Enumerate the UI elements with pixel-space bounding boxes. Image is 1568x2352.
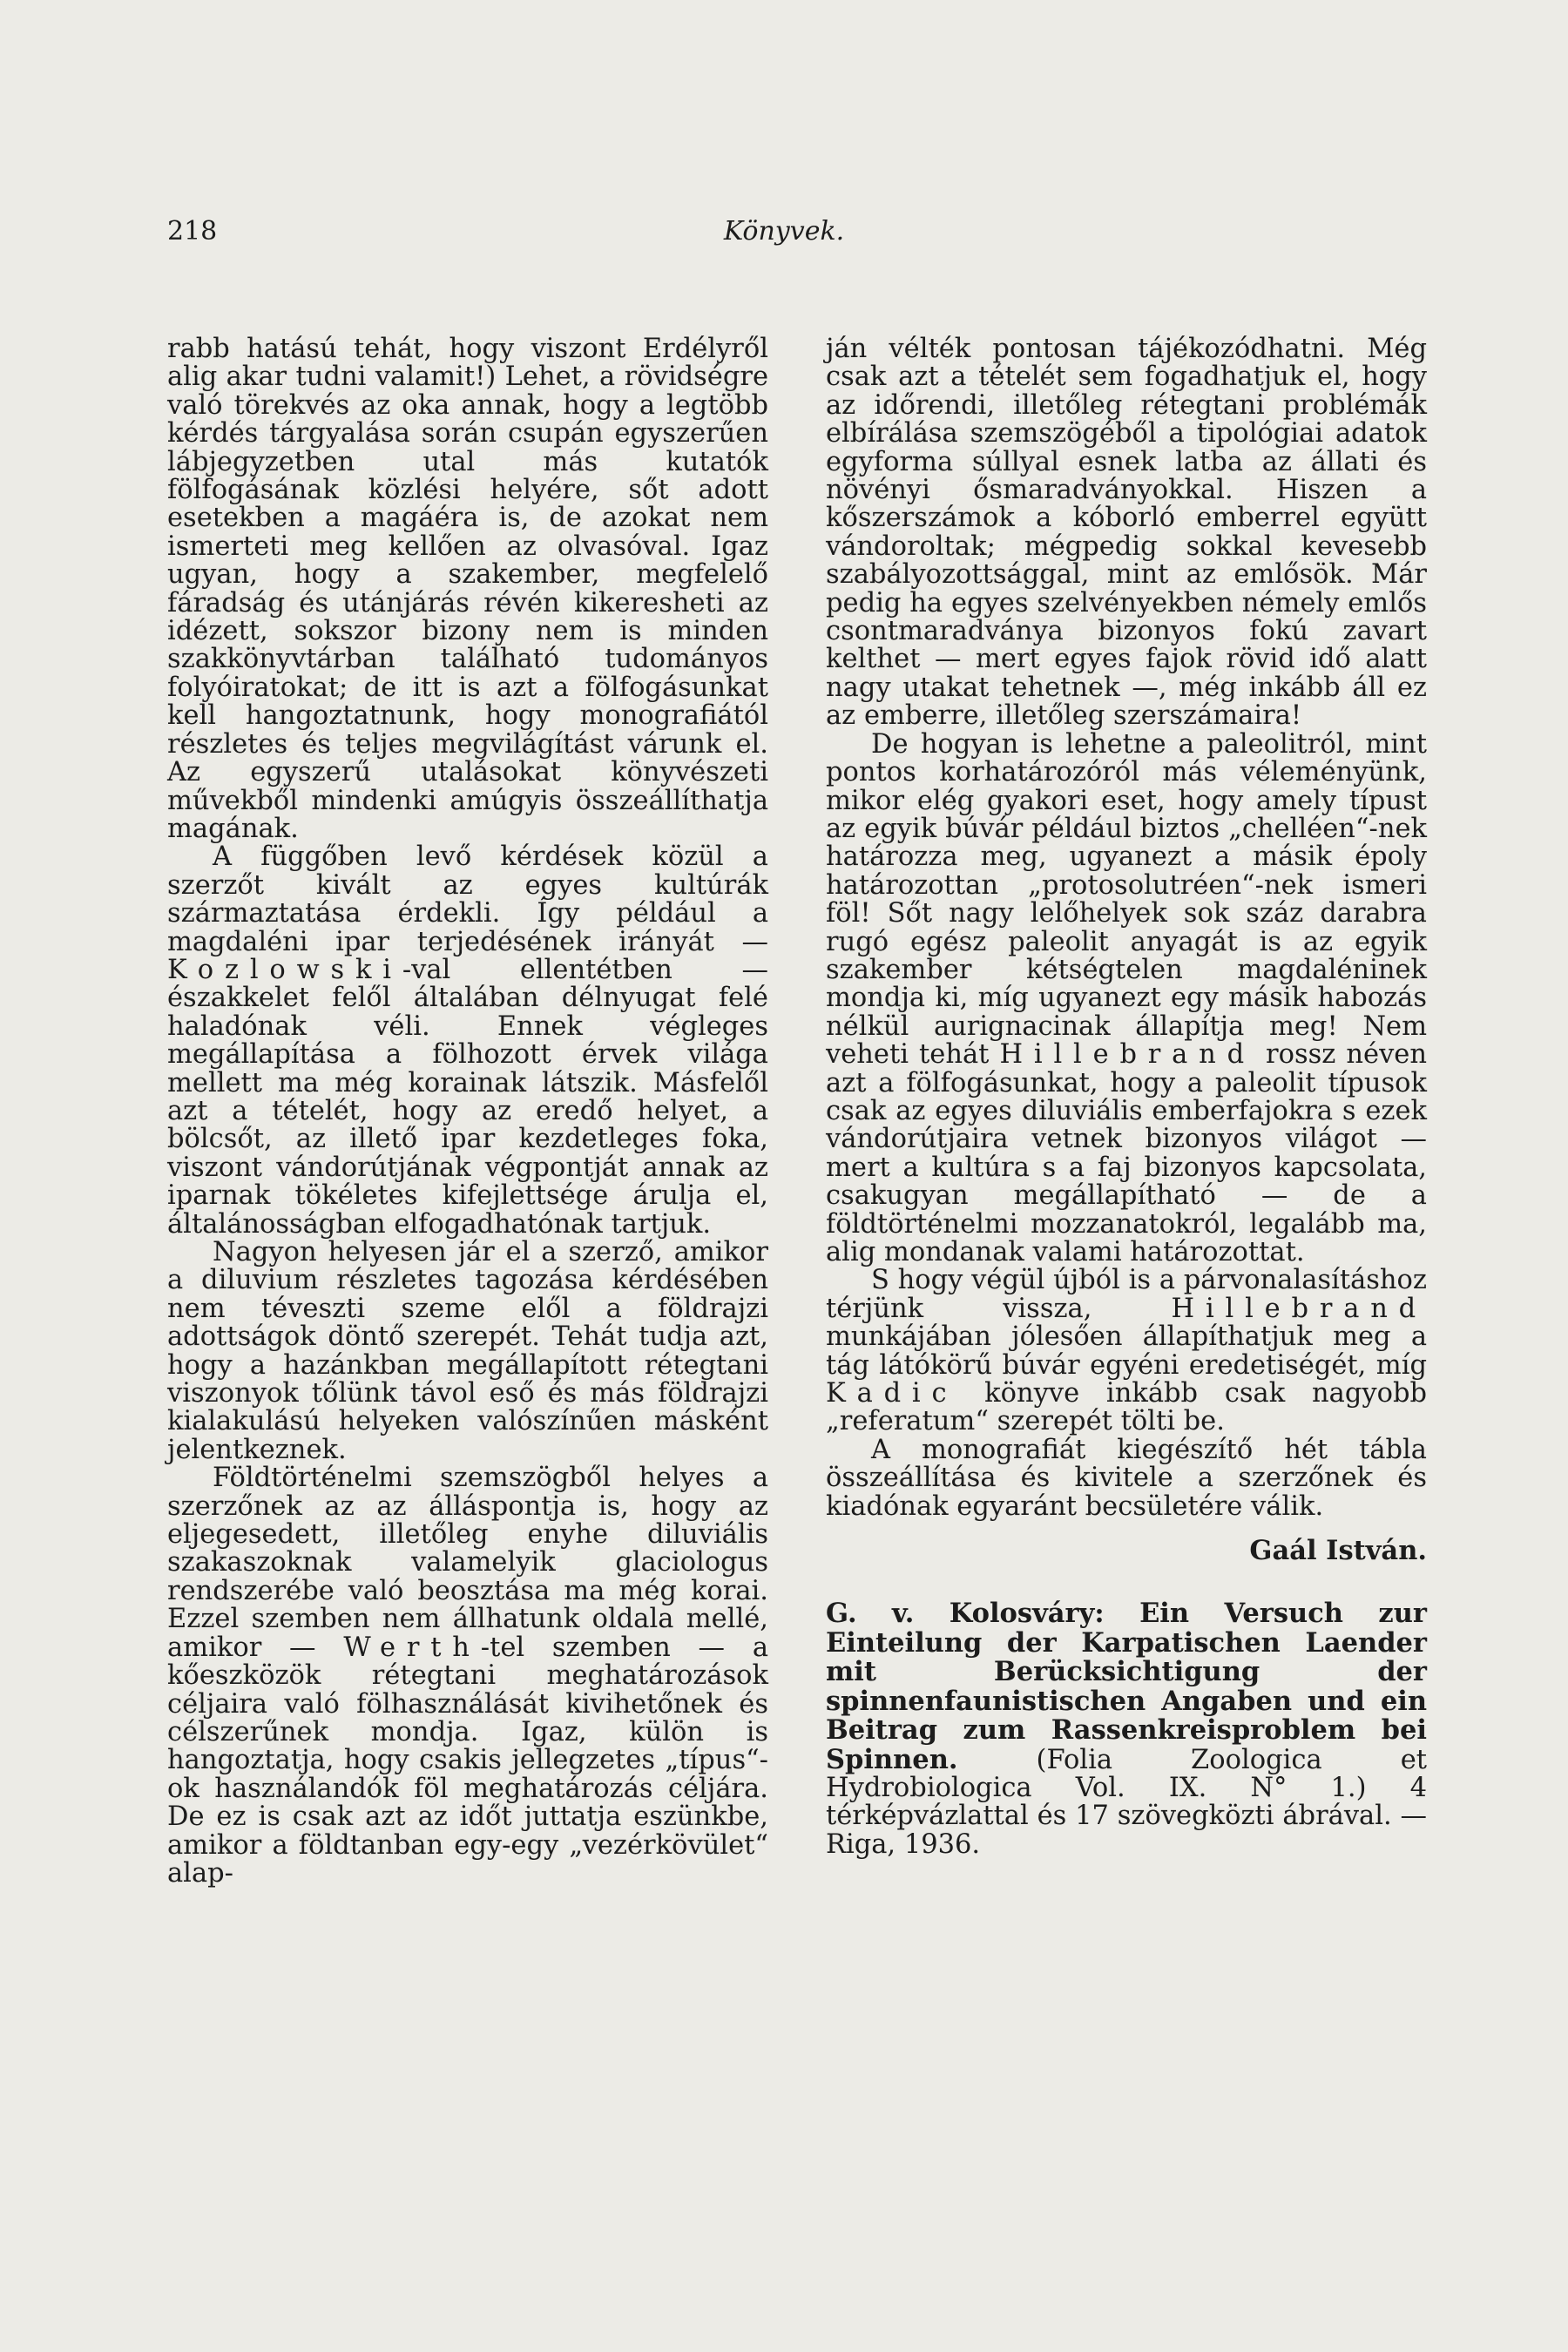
paragraph: De hogyan is lehetne a paleolitról, mint pontos korhatározóról más véleményünk, mikor elég gyakori eset, hogy amely típust az egyik búvár például biztos „chelléen“-nek határozza meg, ugyanezt a másik époly határozottan „protosolutréen“-nek ismeri föl! Sőt nagy lelőhelyek sok száz darabra rugó egész paleolit anyagát is az egyik szakember kétségtelen magdaléninek mondja ki, míg ugyanezt egy másik habozás nélkül aurignacinak állapítja meg! Nem veheti tehát Hillebrand rossz néven azt a fölfogásunkat, hogy a paleolit típusok csak az egyes diluviális emberfajokra s ezek vándorútjaira vetnek bizonyos világot — mert a kultúra s a faj bizonyos kapcsolata, csakugyan megállapítható — de a földtörténelmi mozzanatokról, legalább ma, alig mondanak valami határozottat.: [826, 728, 1427, 1267]
review-entry: [826, 1599, 1427, 1859]
review-details: (Folia Zoologica et Hydrobiologica Vol. IX. N° 1.) 4 térképvázlattal és 17 szövegközti ábrával. — Riga, 1936.: [826, 1744, 1427, 1860]
review-signature: Gaál István.: [1249, 1535, 1427, 1567]
author-name: Werth: [343, 1632, 481, 1663]
paragraph: ján vélték pontosan tájékozódhatni. Még csak azt a tételét sem fogadhatjuk el, hogy az időrendi, illetőleg rétegtani problémák elbírálása szemszögéből a tipológiai adatok egyforma súllyal esnek latba az állati és növényi ősmaradványokkal. Hiszen a kőszerszámok a kóborló emberrel együtt vándoroltak; mégpedig sokkal kevesebb szabályozottsággal, mint az emlősök. Már pedig ha egyes szelvényekben némely emlős csontmaradványa bizonyos fokú zavart kelthet — mert egyes fajok rövid idő alatt nagy utakat tehetnek —, még inkább áll ez az emberre, illetőleg szerszámaira!: [826, 334, 1427, 732]
page-number: 218: [167, 216, 218, 247]
paragraph: Nagyon helyesen jár el a szerző, amikor a diluvium részletes tagozása kérdésében nem téveszti szeme elől a földrajzi adottságok döntő szerepét. Tehát tudja azt, hogy a hazánkban megállapított rétegtani viszonyok tőlünk távol eső és más földrajzi kialakulású helyeken valószínűen másként jelentkeznek.: [167, 1237, 768, 1465]
right-column: [826, 335, 1427, 1859]
paragraph: rabb hatású tehát, hogy viszont Erdélyről alig akar tudni valamit!) Lehet, a rövidségre való törekvés az oka annak, hogy a legtöbb kérdés tárgyalása során csupán egyszerűen lábjegyzetben utal más kutatók fölfogásának közlési helyére, sőt adott esetekben a magáéra is, de azokat nem ismerteti meg kellően az olvasóval. Igaz ugyan, hogy a szakember, megfelelő fáradság és utánjárás révén kikeresheti az idézett, sokszor bizony nem is minden szakkönyvtárban található tudományos folyóiratokat; de itt is azt a fölfogásunkat kell hangoztatnunk, hogy monografiától részletes és teljes megvilágítást várunk el. Az egyszerű utalásokat könyvészeti művekből mindenki amúgyis összeállíthatja magának.: [167, 334, 768, 844]
paragraph: S hogy végül újból is a párvonalasításhoz térjünk vissza, Hillebrand munkájában jólesően állapíthatjuk meg a tág látókörű búvár egyéni eredetiségét, míg Kadic könyve inkább csak nagyobb „referatum“ szerepét tölti be.: [826, 1265, 1427, 1437]
author-name: Kozlowski: [167, 954, 402, 985]
left-column: [167, 335, 768, 1888]
paragraph: Földtörténelmi szemszögből helyes a szerzőnek az az álláspontja is, hogy az eljegesedett, illetőleg enyhe diluviális szakaszoknak valamelyik glaciologus rendszerébe való beosztása ma még korai. Ezzel szemben nem állhatunk oldala mellé, amikor — Werth-tel szemben — a kőeszközök rétegtani meghatározások céljaira való fölhasználását kivihetőnek és célszerűnek mondja. Igaz, külön is hangoztatja, hogy csakis jellegzetes „típus“-ok használandók föl meghatározás céljára. De ez is csak azt az időt juttatja eszünkbe, amikor a földtanban egy-egy „vezérkövület“ alap-: [167, 1463, 768, 1889]
paragraph: A monografiát kiegészítő hét tábla összeállítása és kivitele a szerzőnek és kiadónak egyaránt becsületére válik.: [826, 1434, 1427, 1522]
review-title: G. v. Kolosváry: Ein Versuch zur Einteilung der Karpatischen Laender mit Berücksichtigung der spinnenfaunistischen Angaben und ein Beitrag zum Rassenkreisproblem bei Spinnen.: [826, 1598, 1427, 1775]
author-name: Kadic: [826, 1378, 958, 1409]
paragraph: A függőben levő kérdések közül a szerzőt kivált az egyes kultúrák származtatása érdekli. Így például a magdaléni ipar terjedésének irányát — Kozlowski-val ellentétben — északkelet felől általában délnyugat felé haladónak véli. Ennek végleges megállapítása a fölhozott érvek világa mellett ma még korainak látszik. Másfelől azt a tételét, hogy az eredő helyet, a bölcsőt, az illető ipar kezdetleges foka, viszont vándorútjának végpontját annak az iparnak tökéletes kifejlettsége árulja el, általánosságban elfogadhatónak tartjuk.: [167, 841, 768, 1240]
author-name: Hillebrand: [1171, 1293, 1427, 1324]
author-name: Hillebrand: [999, 1039, 1255, 1071]
page-header: [0, 216, 1568, 251]
running-title: Könyvek.: [723, 216, 845, 247]
